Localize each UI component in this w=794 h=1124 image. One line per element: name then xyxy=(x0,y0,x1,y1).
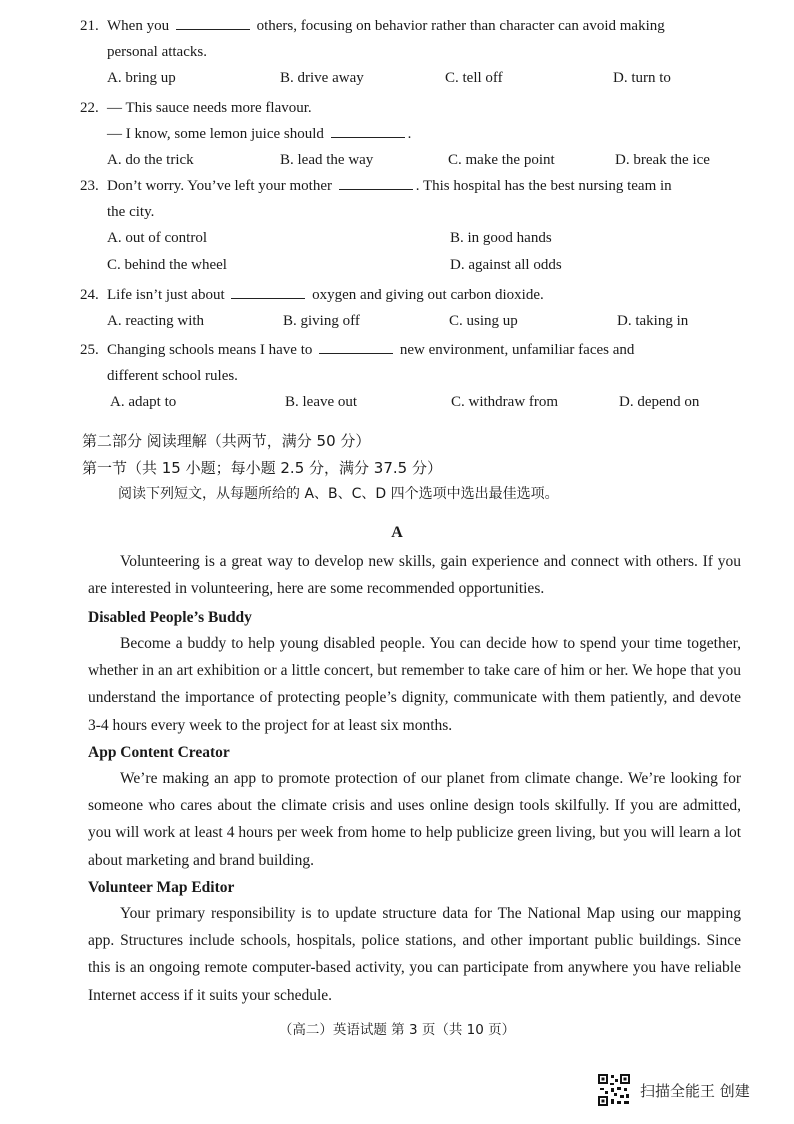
option-d: D. turn to xyxy=(613,70,671,86)
section-text-buddy: Become a buddy to help young disabled people. You can decide how to spend your time together, whether in an art exhibition or a little concert, but remember to take care of him or her. We hope that you understand the importance of protecting people’s dignity, communicate with them patiently, and devote 3-4 hours every week to the project for at least six months. xyxy=(88,635,741,734)
answer-blank xyxy=(319,339,393,354)
passage-intro: Volunteering is a great way to develop new skills, gain experience and connect with others. If you are interested in volunteering, here are some recommended opportunities. xyxy=(88,553,741,598)
option-a: A. do the trick xyxy=(107,152,194,168)
option-c: C. make the point xyxy=(448,152,555,168)
section-title: 第一节（共 15 小题；每小题 2.5 分，满分 37.5 分） xyxy=(82,459,442,477)
answer-blank xyxy=(339,175,413,190)
answer-blank xyxy=(331,123,405,138)
instruction: 阅读下列短文，从每题所给的 A、B、C、D 四个选项中选出最佳选项。 xyxy=(118,486,559,502)
answer-blank xyxy=(231,284,305,299)
question-stem-post: others, focusing on behavior rather than character can avoid making xyxy=(256,18,665,34)
question-number: 23. xyxy=(80,178,99,194)
option-b: B. leave out xyxy=(285,394,358,410)
option-c: C. withdraw from xyxy=(451,394,559,410)
option-d: D. against all odds xyxy=(450,257,562,273)
question-stem-post: . This hospital has the best nursing team in xyxy=(415,178,672,194)
option-c: C. behind the wheel xyxy=(107,257,227,273)
question-stem-post: oxygen and giving out carbon dioxide. xyxy=(312,287,544,303)
question-stem-pre: Don’t worry. You’ve left your mother xyxy=(107,178,332,194)
options-row xyxy=(80,389,740,416)
section-heading-buddy: Disabled People’s Buddy xyxy=(88,609,252,626)
options-row xyxy=(80,65,740,92)
question-number: 24. xyxy=(80,287,99,303)
question-23 xyxy=(80,173,740,279)
option-b: B. giving off xyxy=(283,313,360,329)
option-b: B. in good hands xyxy=(450,230,552,246)
question-stem-cont: different school rules. xyxy=(107,368,238,384)
question-24 xyxy=(80,282,740,335)
option-d: D. taking in xyxy=(617,313,689,329)
part-title: 第二部分 阅读理解（共两节，满分 50 分） xyxy=(82,432,371,450)
section-text-app: We’re making an app to promote protection of our planet from climate change. We’re looking for someone who cares about the climate crisis and uses online design tools skilfully. If you are admitted, you will work at least 4 hours per week from home to help publicize green living, but you will learn a lot about marketing and brand building. xyxy=(88,770,741,869)
option-d: D. break the ice xyxy=(615,152,710,168)
page-footer: （高二）英语试题 第 3 页（共 10 页） xyxy=(278,1022,516,1038)
section-heading-app: App Content Creator xyxy=(88,744,230,761)
dialogue-line-2-end: . xyxy=(407,126,412,142)
options-row xyxy=(80,308,740,335)
option-c: C. tell off xyxy=(445,70,503,86)
question-stem-cont: personal attacks. xyxy=(107,44,207,60)
option-b: B. lead the way xyxy=(280,152,374,168)
option-c: C. using up xyxy=(449,313,518,329)
options-row xyxy=(80,252,740,279)
question-stem-post: new environment, unfamiliar faces and xyxy=(399,342,635,358)
passage-label: A xyxy=(391,524,403,541)
question-stem-cont: the city. xyxy=(107,204,155,220)
question-22 xyxy=(80,95,740,174)
dialogue-line-1: — This sauce needs more flavour. xyxy=(107,100,312,116)
answer-blank xyxy=(176,15,250,30)
option-b: B. drive away xyxy=(280,70,364,86)
question-25 xyxy=(80,337,740,416)
option-a: A. adapt to xyxy=(110,394,177,410)
section-text-map: Your primary responsibility is to update structure data for The National Map using our mapping app. Structures include schools, hospitals, police stations, and other important public buildings. Since this is an ongoing remote computer-based activity, you can participate from anywhere you have reliable Internet access if it suits your schedule. xyxy=(88,905,741,1004)
qr-code-icon xyxy=(597,1073,631,1107)
options-row xyxy=(80,225,740,252)
option-a: A. reacting with xyxy=(107,313,205,329)
scanner-watermark: 扫描全能王 创建 xyxy=(640,1082,750,1100)
question-stem-pre: When you xyxy=(107,18,170,34)
option-a: A. bring up xyxy=(107,70,176,86)
question-stem-pre: Changing schools means I have to xyxy=(107,342,313,358)
question-stem-pre: Life isn’t just about xyxy=(107,287,225,303)
question-number: 25. xyxy=(80,342,99,358)
option-a: A. out of control xyxy=(107,230,207,246)
dialogue-line-2: — I know, some lemon juice should xyxy=(107,126,324,142)
section-heading-map: Volunteer Map Editor xyxy=(88,879,235,896)
question-number: 21. xyxy=(80,18,99,34)
question-21 xyxy=(80,13,740,92)
option-d: D. depend on xyxy=(619,394,700,410)
question-number: 22. xyxy=(80,100,99,116)
options-row xyxy=(80,147,740,174)
